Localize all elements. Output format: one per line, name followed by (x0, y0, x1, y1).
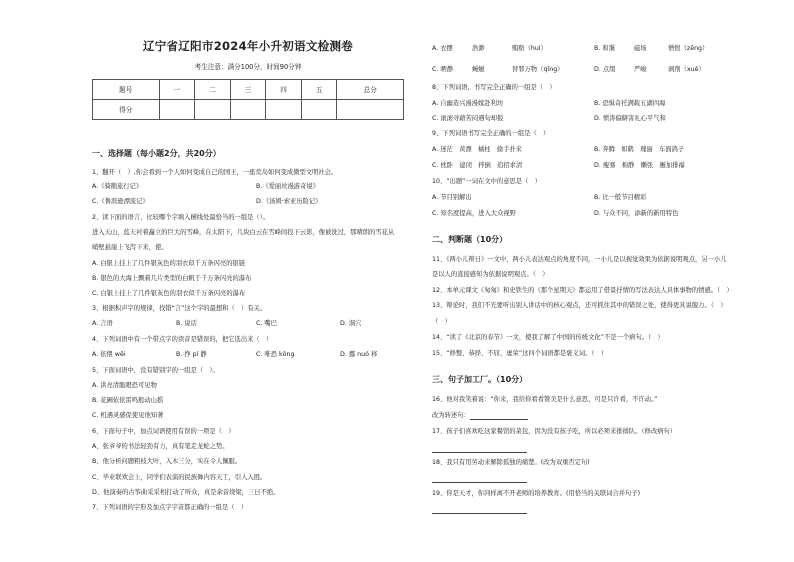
q7-option-d-word2: 严峻 (634, 66, 647, 73)
q6-option-a: A、张爷爷的书法轻劲有力，真有笔走龙蛇之势。 (92, 443, 229, 450)
score-header-cell: 二 (195, 80, 231, 100)
section-heading-sentence: 三、句子加工厂。（10分） (432, 375, 528, 384)
question-10: 10、“出题”一词在文中的意思是（ ） (432, 178, 541, 185)
answer-line-17[interactable] (432, 452, 527, 453)
question-17: 17、孩子们喜欢吃这家餐馆的菜包，因为没有孩子吃，所以必须来排排队。（修改病句） (432, 428, 677, 435)
q3-option-c: C. 嘴巴 (256, 320, 277, 327)
q9-option-b: B. 奔腾 如鹤 瑰丽 车面鸽子 (594, 146, 685, 153)
question-8: 8、下列词语，书写完全正确的一组是（ ） (432, 84, 556, 91)
score-header-cell: 四 (266, 80, 302, 100)
score-header-cell: 总分 (337, 80, 404, 100)
q7-option-c-word3: 替罪万物（qīng） (512, 66, 564, 73)
q6-option-c: C、毕业联欢会上，同学们表演的民族舞内容天工，引人入胜。 (92, 474, 267, 481)
question-13: 13、辩论时，我们不光要听出别人讲话中的核心观点，还可抓住其中的错误之处，使得更具说服力。（ ） (432, 302, 727, 309)
q10-option-d: D. 与众不同，添新的新用特色 (594, 210, 679, 217)
question-16-prompt (432, 412, 528, 420)
question-13-answer: （ ） (432, 318, 451, 325)
question-14: 14、“读了《北京的春节》一文，使我了解了中国的传统文化”不是一个病句。（ ） (432, 334, 664, 341)
q2-option-a: A. 白银上挂上了几件银灰色的羽衣似千万条闪亮的银链 (92, 260, 246, 267)
score-row-label: 得分 (93, 100, 160, 120)
q2-option-c: C. 白银上挂上了几件银灰色的羽衣似千万条闪亮的瀑布 (92, 290, 246, 297)
question-15: 15、“修整、恭择、不屈，虚荣”这四个词语都是褒义词。（ ） (432, 350, 608, 357)
q7-option-b-word3: 憎恨（zēng） (668, 45, 709, 52)
answer-line-18[interactable] (432, 482, 527, 483)
score-cell (159, 100, 195, 120)
question-11-line1: 11、《两小儿辩日》一文中，两小儿表达观点的角度不同，一小儿是以视觉效果为依据说明观点，另一小儿 (432, 256, 727, 263)
q7-option-d-word3: 剥削（xuē） (668, 66, 705, 73)
q7-option-a-word1: A. 衣摆 (432, 45, 453, 52)
q5-option-a: A. 洪亮清脆瞪恐可见物 (92, 382, 157, 389)
q8-option-a: A. 自幽造兴漫漫嫁赴利坊 (432, 100, 504, 107)
question-7: 7、下列词语的字形及加点字字音都正确的一组是（ ） (92, 504, 248, 511)
q10-option-c: C. 知名度提高，进入大众视野 (432, 210, 516, 217)
q7-option-b-word2: 磁场 (634, 45, 647, 52)
q9-option-c: C. 枕卧 建闭 拌倒 追招求清 (432, 162, 523, 169)
score-header-cell: 题号 (93, 80, 160, 100)
q4-option-d: D. 挪 nuó 移 (340, 351, 378, 358)
right-column (432, 0, 748, 562)
q7-option-b-word1: B. 和霭 (594, 45, 615, 52)
score-table-score-row (93, 100, 404, 120)
q7-option-c-word2: 蜿蜒 (472, 66, 485, 73)
q3-option-b: B. 说话 (176, 320, 197, 327)
question-2-passage-line2: 峭壁悬崖上飞泻下来，使。 (92, 244, 168, 251)
q2-option-b: B. 银色的大海上飘着几片类型的白帆于千万条闪亮的瀑布 (92, 275, 252, 282)
question-2-passage-line1: 进入天山，蓝天衬着矗立的巨大的雪峰，在太阳下，几块白云在雪峰间投下云影，像被洗过，那晴朗的雪花从 (92, 229, 395, 236)
q7-option-a-word3: 贿赂（huì） (512, 45, 547, 52)
question-3: 3、根据积声字的规律，找错“言”这个字的最想和（ ）有关。 (92, 305, 267, 312)
question-16: 16、他对我笑着说：“你来，我给你看看赞美是什么意思，可是只许看，不许动。” (432, 396, 658, 403)
q7-option-c-word1: C. 晒静 (432, 66, 453, 73)
q6-option-b: B、他分析问题粗枝大叶，入木三分，实在令人佩服。 (92, 458, 242, 465)
q8-option-b: B. 恐惧奇托满载五湖四海 (594, 100, 666, 107)
score-table (92, 79, 404, 120)
answer-blank[interactable] (470, 413, 528, 420)
section-heading-choice: 一、选择题（每小题2分，共20分） (92, 149, 221, 158)
question-19: 19、你是天才，你同样离不开老师的培养教育。(用恰当的关联词合并句子) (432, 490, 641, 497)
q4-option-c: C. 唯恐 kōng (256, 351, 295, 358)
section-heading-judge: 二、判断题（10分） (432, 235, 508, 244)
q8-option-d: D. 愤涛偏僻害礼心平气和 (594, 115, 666, 122)
q5-option-b: B. 花圃依依雷鸣般动山摇 (92, 397, 164, 404)
q8-option-c: C. 滚滚寻藉苦闷遇旬却报 (432, 115, 504, 122)
q7-option-d-word1: D. 点缀 (594, 66, 616, 73)
question-1: 1、翻开（ ）,你会看到一个人如何变成自己的国王，一座荒岛如何变成微型文明社会。 (92, 169, 338, 176)
score-header-cell: 五 (301, 80, 337, 100)
question-9: 9、下列词语书写完全正确的一组是（ ） (432, 130, 550, 137)
q3-option-d: D. 洞穴 (340, 320, 362, 327)
question-11-line2: 是以人的直接感知为依据说明观点。（ ） (432, 271, 549, 278)
q4-option-a: A. 依偎 wēi (92, 351, 126, 358)
q1-option-d: D.《汤姆·索亚历险记》 (256, 198, 322, 205)
q10-option-b: B. 比一般节目精彩 (594, 194, 647, 201)
q9-option-a: A. 迷茫 黄漂 橘柱 偷手扑来 (432, 146, 523, 153)
q5-option-c: C. 机遇灵感促使见他知著 (92, 412, 164, 419)
score-cell (230, 100, 266, 120)
score-cell (337, 100, 404, 120)
question-16-label: 改为转述句： (432, 412, 470, 419)
q10-option-a: A. 节目别解出 (432, 194, 472, 201)
score-cell (301, 100, 337, 120)
q4-option-b: B. 挣 pí 静 (176, 351, 207, 358)
question-12: 12、本单元课文《匆匆》和史铁生的《那个星期天》都运用了借景抒情的写法表达人具体事物的情感。（ ） (432, 287, 733, 294)
score-table-header-row (93, 80, 404, 100)
answer-line-19[interactable] (432, 513, 527, 514)
question-18: 18、我只有用劳动来解除孤独的痛楚。(改为双重否定句) (432, 459, 590, 466)
score-cell (266, 100, 302, 120)
exam-notice: 考生注意：满分100分，时间90分钟 (194, 63, 302, 71)
score-header-cell: 一 (159, 80, 195, 100)
question-6: 6、下面句子中，加点词语使用有误的一项是（ ） (92, 428, 235, 435)
score-cell (195, 100, 231, 120)
left-column (88, 0, 408, 562)
q3-option-a: A. 言语 (92, 320, 113, 327)
question-2: 2、读下面的语言，比较哪个字填入横线处最恰当的一组是（）。 (92, 214, 270, 221)
question-5: 5、下面词语中，没有错别字的一组是（ ）。 (92, 367, 219, 374)
q1-option-a: A.《骑鹅旅行记》 (92, 183, 143, 190)
score-header-cell: 三 (230, 80, 266, 100)
page-title: 辽宁省辽阳市2024年小升初语文检测卷 (142, 39, 354, 53)
q1-option-c: C.《鲁滨逊漂流记》 (92, 198, 149, 205)
q9-option-d: D. 瘦骞 棉静 懒张 邂加排福 (594, 162, 685, 169)
q1-option-b: B.《爱丽丝漫游奇境》 (256, 183, 319, 190)
q7-option-a-word2: 浩渺 (472, 45, 485, 52)
question-4: 4、下列词语中有一个带点字的读音是错误的，把它选出来（ ） (92, 336, 273, 343)
q6-option-d: D、他演奏的古筝曲采采相打动了听众，真是余音绕梁，三日不绝。 (92, 489, 280, 496)
